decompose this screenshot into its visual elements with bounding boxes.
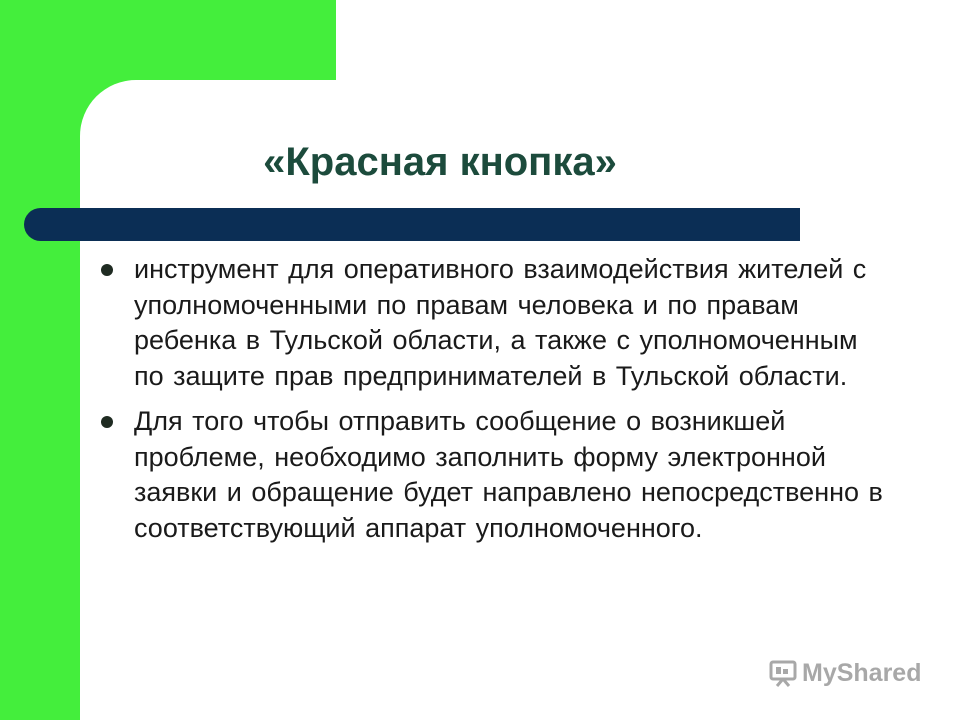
bullet-list — [98, 252, 888, 556]
bullet-icon — [101, 264, 113, 276]
watermark-text: MyShared — [802, 658, 922, 687]
title-underline-bar — [24, 208, 800, 241]
bullet-icon — [101, 416, 113, 428]
watermark[interactable] — [768, 658, 921, 688]
list-item — [98, 252, 888, 394]
list-item — [98, 404, 888, 546]
presentation-board-icon — [768, 658, 798, 688]
slide-title: «Красная кнопка» — [263, 140, 617, 184]
bullet-text: инструмент для оперативного взаимодействия жителей с уполномоченными по правам человека и по правам ребенка в Тульской области, а также с уполномоченным по защите прав предпринимателей в Тульской области. — [134, 254, 867, 391]
bullet-text: Для того чтобы отправить сообщение о возникшей проблеме, необходимо заполнить форму электронной заявки и обращение будет направлено непосредственно в соответствующий аппарат уполномоченного. — [134, 406, 883, 543]
